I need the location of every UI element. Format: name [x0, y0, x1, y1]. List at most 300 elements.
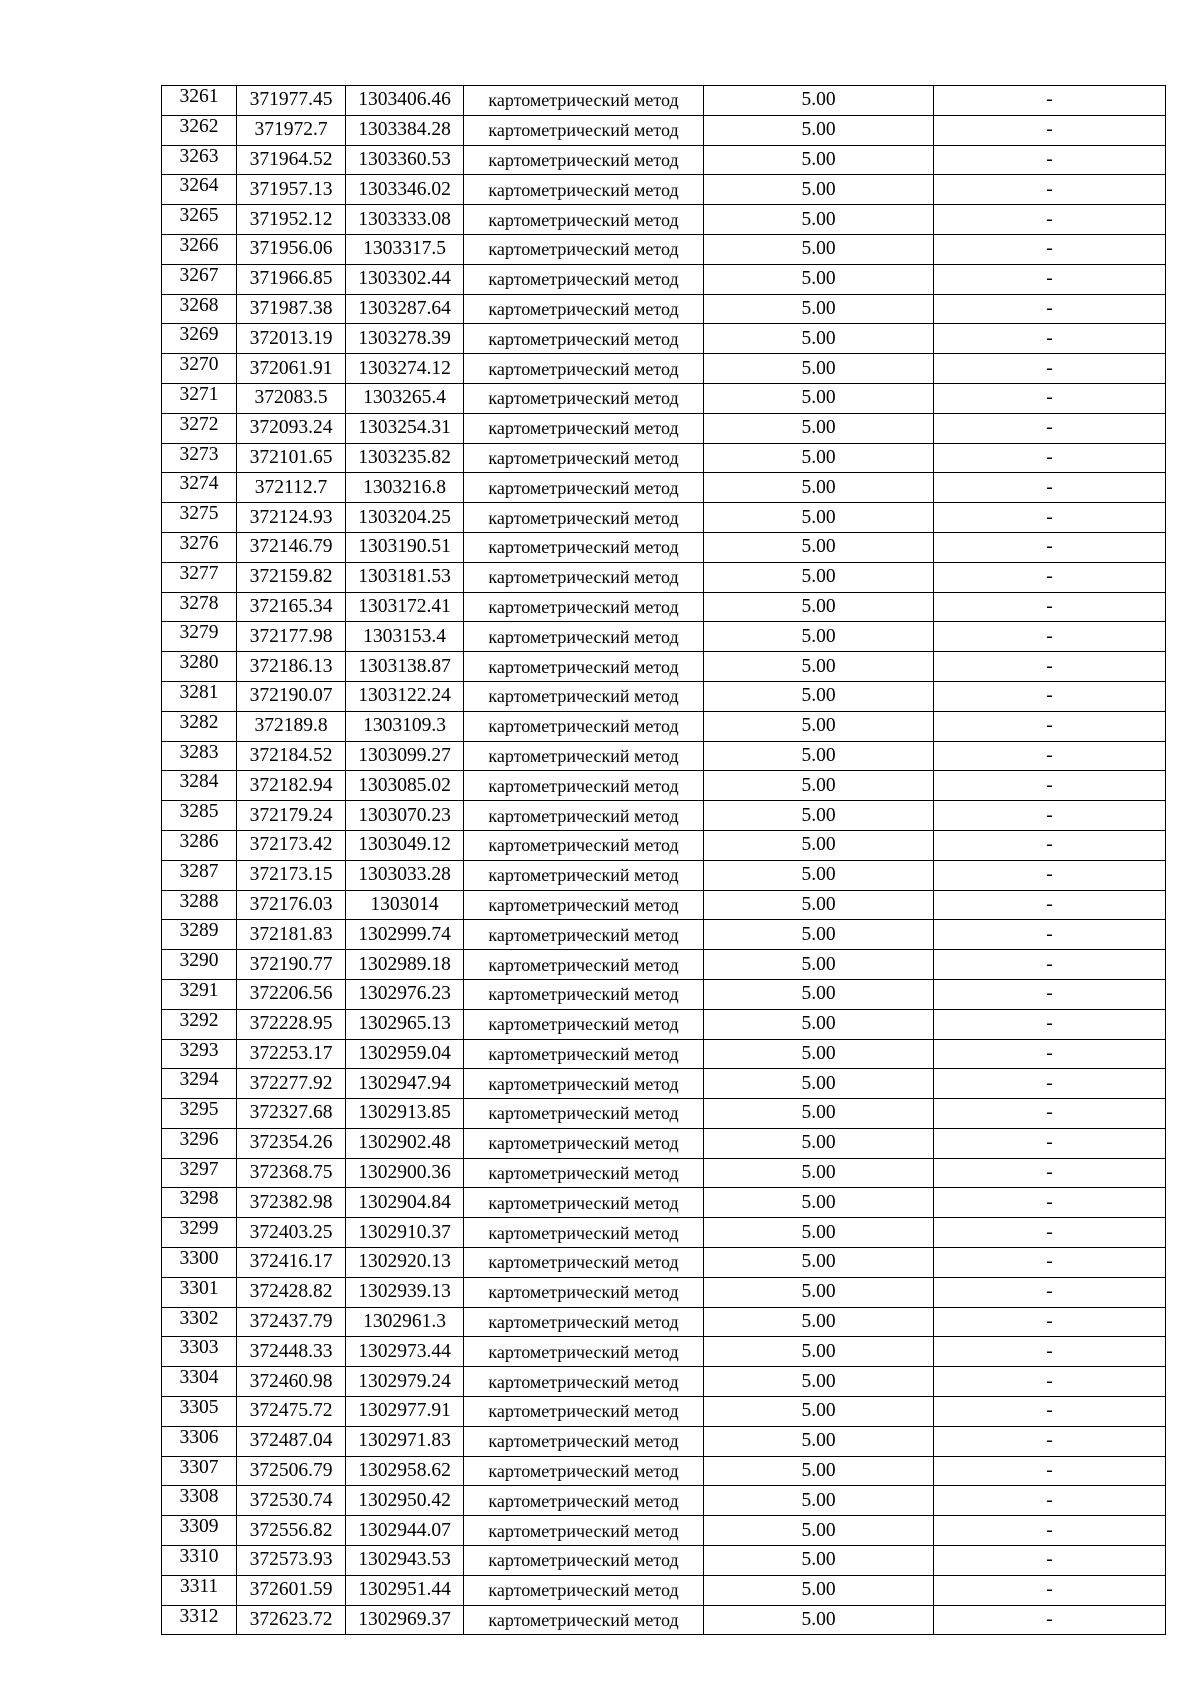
method-cell: картометрический метод [464, 741, 704, 771]
method-cell: картометрический метод [464, 1277, 704, 1307]
table-row [162, 413, 1166, 443]
note-cell: - [934, 950, 1166, 980]
y-coordinate-cell: 1303317.5 [346, 234, 464, 264]
accuracy-cell: 5.00 [704, 503, 934, 533]
y-coordinate-cell: 1302959.04 [346, 1039, 464, 1069]
accuracy-cell: 5.00 [704, 1128, 934, 1158]
y-coordinate-cell: 1303153.4 [346, 622, 464, 652]
y-coordinate-cell: 1302976.23 [346, 979, 464, 1009]
x-coordinate-cell: 372327.68 [237, 1099, 346, 1129]
method-cell: картометрический метод [464, 175, 704, 205]
accuracy-cell: 5.00 [704, 562, 934, 592]
point-number-cell: 3261 [162, 86, 237, 116]
y-coordinate-cell: 1303216.8 [346, 473, 464, 503]
x-coordinate-cell: 372093.24 [237, 413, 346, 443]
x-coordinate-cell: 372165.34 [237, 592, 346, 622]
y-coordinate-cell: 1303138.87 [346, 652, 464, 682]
x-coordinate-cell: 372228.95 [237, 1009, 346, 1039]
accuracy-cell: 5.00 [704, 741, 934, 771]
y-coordinate-cell: 1302950.42 [346, 1486, 464, 1516]
note-cell: - [934, 1397, 1166, 1427]
y-coordinate-cell: 1302951.44 [346, 1575, 464, 1605]
note-cell: - [934, 920, 1166, 950]
x-coordinate-cell: 372061.91 [237, 354, 346, 384]
x-coordinate-cell: 372186.13 [237, 652, 346, 682]
table-row [162, 1426, 1166, 1456]
point-number-cell: 3299 [162, 1218, 237, 1248]
note-cell: - [934, 1367, 1166, 1397]
method-cell: картометрический метод [464, 1367, 704, 1397]
x-coordinate-cell: 372112.7 [237, 473, 346, 503]
accuracy-cell: 5.00 [704, 890, 934, 920]
table-row [162, 1307, 1166, 1337]
note-cell: - [934, 562, 1166, 592]
note-cell: - [934, 1248, 1166, 1278]
method-cell: картометрический метод [464, 681, 704, 711]
point-number-cell: 3293 [162, 1039, 237, 1069]
x-coordinate-cell: 372437.79 [237, 1307, 346, 1337]
method-cell: картометрический метод [464, 801, 704, 831]
note-cell: - [934, 1575, 1166, 1605]
method-cell: картометрический метод [464, 1456, 704, 1486]
x-coordinate-cell: 372101.65 [237, 443, 346, 473]
accuracy-cell: 5.00 [704, 950, 934, 980]
x-coordinate-cell: 371972.7 [237, 115, 346, 145]
x-coordinate-cell: 372181.83 [237, 920, 346, 950]
table-row [162, 1486, 1166, 1516]
y-coordinate-cell: 1302973.44 [346, 1337, 464, 1367]
point-number-cell: 3312 [162, 1605, 237, 1635]
method-cell: картометрический метод [464, 1575, 704, 1605]
accuracy-cell: 5.00 [704, 1575, 934, 1605]
note-cell: - [934, 145, 1166, 175]
point-number-cell: 3274 [162, 473, 237, 503]
table-row [162, 1188, 1166, 1218]
method-cell: картометрический метод [464, 1486, 704, 1516]
point-number-cell: 3265 [162, 205, 237, 235]
y-coordinate-cell: 1302910.37 [346, 1218, 464, 1248]
table-row [162, 503, 1166, 533]
method-cell: картометрический метод [464, 1218, 704, 1248]
y-coordinate-cell: 1302900.36 [346, 1158, 464, 1188]
x-coordinate-cell: 372623.72 [237, 1605, 346, 1635]
note-cell: - [934, 1128, 1166, 1158]
note-cell: - [934, 622, 1166, 652]
point-number-cell: 3301 [162, 1277, 237, 1307]
x-coordinate-cell: 372190.07 [237, 681, 346, 711]
table-row [162, 771, 1166, 801]
accuracy-cell: 5.00 [704, 860, 934, 890]
accuracy-cell: 5.00 [704, 1337, 934, 1367]
note-cell: - [934, 1158, 1166, 1188]
x-coordinate-cell: 371952.12 [237, 205, 346, 235]
y-coordinate-cell: 1302939.13 [346, 1277, 464, 1307]
table-row [162, 890, 1166, 920]
y-coordinate-cell: 1302961.3 [346, 1307, 464, 1337]
method-cell: картометрический метод [464, 205, 704, 235]
accuracy-cell: 5.00 [704, 711, 934, 741]
point-number-cell: 3267 [162, 264, 237, 294]
x-coordinate-cell: 372475.72 [237, 1397, 346, 1427]
accuracy-cell: 5.00 [704, 1188, 934, 1218]
method-cell: картометрический метод [464, 1426, 704, 1456]
note-cell: - [934, 234, 1166, 264]
accuracy-cell: 5.00 [704, 234, 934, 264]
y-coordinate-cell: 1303302.44 [346, 264, 464, 294]
table-row [162, 1575, 1166, 1605]
table-row [162, 681, 1166, 711]
method-cell: картометрический метод [464, 622, 704, 652]
note-cell: - [934, 294, 1166, 324]
accuracy-cell: 5.00 [704, 1486, 934, 1516]
x-coordinate-cell: 371987.38 [237, 294, 346, 324]
table-row [162, 1337, 1166, 1367]
accuracy-cell: 5.00 [704, 86, 934, 116]
method-cell: картометрический метод [464, 950, 704, 980]
accuracy-cell: 5.00 [704, 1397, 934, 1427]
table-row [162, 741, 1166, 771]
point-number-cell: 3271 [162, 383, 237, 413]
accuracy-cell: 5.00 [704, 1218, 934, 1248]
note-cell: - [934, 1486, 1166, 1516]
point-number-cell: 3290 [162, 950, 237, 980]
note-cell: - [934, 443, 1166, 473]
y-coordinate-cell: 1303346.02 [346, 175, 464, 205]
table-row [162, 473, 1166, 503]
x-coordinate-cell: 372146.79 [237, 532, 346, 562]
point-number-cell: 3308 [162, 1486, 237, 1516]
point-number-cell: 3305 [162, 1397, 237, 1427]
point-number-cell: 3285 [162, 801, 237, 831]
accuracy-cell: 5.00 [704, 830, 934, 860]
accuracy-cell: 5.00 [704, 1367, 934, 1397]
x-coordinate-cell: 371957.13 [237, 175, 346, 205]
x-coordinate-cell: 372184.52 [237, 741, 346, 771]
accuracy-cell: 5.00 [704, 383, 934, 413]
y-coordinate-cell: 1303384.28 [346, 115, 464, 145]
table-row [162, 1039, 1166, 1069]
note-cell: - [934, 860, 1166, 890]
accuracy-cell: 5.00 [704, 264, 934, 294]
table-row [162, 1009, 1166, 1039]
x-coordinate-cell: 372277.92 [237, 1069, 346, 1099]
method-cell: картометрический метод [464, 1069, 704, 1099]
note-cell: - [934, 205, 1166, 235]
x-coordinate-cell: 372177.98 [237, 622, 346, 652]
y-coordinate-cell: 1302904.84 [346, 1188, 464, 1218]
note-cell: - [934, 771, 1166, 801]
table-row [162, 860, 1166, 890]
y-coordinate-cell: 1302902.48 [346, 1128, 464, 1158]
method-cell: картометрический метод [464, 1099, 704, 1129]
table-row [162, 1128, 1166, 1158]
x-coordinate-cell: 372173.42 [237, 830, 346, 860]
accuracy-cell: 5.00 [704, 1516, 934, 1546]
y-coordinate-cell: 1302965.13 [346, 1009, 464, 1039]
y-coordinate-cell: 1303265.4 [346, 383, 464, 413]
x-coordinate-cell: 372176.03 [237, 890, 346, 920]
note-cell: - [934, 1426, 1166, 1456]
x-coordinate-cell: 372530.74 [237, 1486, 346, 1516]
accuracy-cell: 5.00 [704, 1546, 934, 1576]
method-cell: картометрический метод [464, 264, 704, 294]
accuracy-cell: 5.00 [704, 413, 934, 443]
method-cell: картометрический метод [464, 503, 704, 533]
point-number-cell: 3273 [162, 443, 237, 473]
coordinates-table [161, 85, 1166, 1635]
note-cell: - [934, 324, 1166, 354]
table-row [162, 1605, 1166, 1635]
note-cell: - [934, 1188, 1166, 1218]
method-cell: картометрический метод [464, 86, 704, 116]
y-coordinate-cell: 1302944.07 [346, 1516, 464, 1546]
y-coordinate-cell: 1303406.46 [346, 86, 464, 116]
accuracy-cell: 5.00 [704, 205, 934, 235]
accuracy-cell: 5.00 [704, 1426, 934, 1456]
method-cell: картометрический метод [464, 1307, 704, 1337]
x-coordinate-cell: 372573.93 [237, 1546, 346, 1576]
x-coordinate-cell: 372124.93 [237, 503, 346, 533]
accuracy-cell: 5.00 [704, 592, 934, 622]
accuracy-cell: 5.00 [704, 681, 934, 711]
note-cell: - [934, 1516, 1166, 1546]
coordinates-table-body [162, 86, 1166, 1635]
y-coordinate-cell: 1303049.12 [346, 830, 464, 860]
table-row [162, 532, 1166, 562]
note-cell: - [934, 890, 1166, 920]
note-cell: - [934, 801, 1166, 831]
point-number-cell: 3297 [162, 1158, 237, 1188]
x-coordinate-cell: 372556.82 [237, 1516, 346, 1546]
accuracy-cell: 5.00 [704, 354, 934, 384]
accuracy-cell: 5.00 [704, 473, 934, 503]
table-row [162, 950, 1166, 980]
y-coordinate-cell: 1302971.83 [346, 1426, 464, 1456]
table-row [162, 1516, 1166, 1546]
accuracy-cell: 5.00 [704, 1158, 934, 1188]
note-cell: - [934, 175, 1166, 205]
x-coordinate-cell: 371977.45 [237, 86, 346, 116]
method-cell: картометрический метод [464, 592, 704, 622]
x-coordinate-cell: 372159.82 [237, 562, 346, 592]
y-coordinate-cell: 1303033.28 [346, 860, 464, 890]
note-cell: - [934, 592, 1166, 622]
accuracy-cell: 5.00 [704, 294, 934, 324]
table-row [162, 234, 1166, 264]
x-coordinate-cell: 372428.82 [237, 1277, 346, 1307]
note-cell: - [934, 86, 1166, 116]
table-row [162, 443, 1166, 473]
y-coordinate-cell: 1302977.91 [346, 1397, 464, 1427]
table-row [162, 324, 1166, 354]
note-cell: - [934, 413, 1166, 443]
x-coordinate-cell: 372368.75 [237, 1158, 346, 1188]
table-row [162, 264, 1166, 294]
method-cell: картометрический метод [464, 234, 704, 264]
table-row [162, 920, 1166, 950]
accuracy-cell: 5.00 [704, 1099, 934, 1129]
method-cell: картометрический метод [464, 115, 704, 145]
y-coordinate-cell: 1302958.62 [346, 1456, 464, 1486]
method-cell: картометрический метод [464, 890, 704, 920]
point-number-cell: 3311 [162, 1575, 237, 1605]
method-cell: картометрический метод [464, 443, 704, 473]
point-number-cell: 3292 [162, 1009, 237, 1039]
table-row [162, 1099, 1166, 1129]
point-number-cell: 3287 [162, 860, 237, 890]
point-number-cell: 3284 [162, 771, 237, 801]
y-coordinate-cell: 1303254.31 [346, 413, 464, 443]
note-cell: - [934, 1307, 1166, 1337]
accuracy-cell: 5.00 [704, 1069, 934, 1099]
point-number-cell: 3300 [162, 1248, 237, 1278]
accuracy-cell: 5.00 [704, 1039, 934, 1069]
method-cell: картометрический метод [464, 413, 704, 443]
table-row [162, 711, 1166, 741]
method-cell: картометрический метод [464, 979, 704, 1009]
method-cell: картометрический метод [464, 1337, 704, 1367]
method-cell: картометрический метод [464, 294, 704, 324]
note-cell: - [934, 1009, 1166, 1039]
point-number-cell: 3309 [162, 1516, 237, 1546]
accuracy-cell: 5.00 [704, 532, 934, 562]
method-cell: картометрический метод [464, 1516, 704, 1546]
point-number-cell: 3288 [162, 890, 237, 920]
table-row [162, 294, 1166, 324]
y-coordinate-cell: 1303122.24 [346, 681, 464, 711]
note-cell: - [934, 1605, 1166, 1635]
table-row [162, 86, 1166, 116]
accuracy-cell: 5.00 [704, 115, 934, 145]
accuracy-cell: 5.00 [704, 443, 934, 473]
table-row [162, 1218, 1166, 1248]
method-cell: картометрический метод [464, 1009, 704, 1039]
method-cell: картометрический метод [464, 1546, 704, 1576]
x-coordinate-cell: 372189.8 [237, 711, 346, 741]
accuracy-cell: 5.00 [704, 920, 934, 950]
y-coordinate-cell: 1302999.74 [346, 920, 464, 950]
table-row [162, 830, 1166, 860]
x-coordinate-cell: 372083.5 [237, 383, 346, 413]
method-cell: картометрический метод [464, 532, 704, 562]
table-row [162, 383, 1166, 413]
accuracy-cell: 5.00 [704, 1605, 934, 1635]
x-coordinate-cell: 372601.59 [237, 1575, 346, 1605]
note-cell: - [934, 711, 1166, 741]
x-coordinate-cell: 372206.56 [237, 979, 346, 1009]
method-cell: картометрический метод [464, 860, 704, 890]
table-row [162, 115, 1166, 145]
method-cell: картометрический метод [464, 1605, 704, 1635]
note-cell: - [934, 473, 1166, 503]
table-row [162, 979, 1166, 1009]
table-row [162, 354, 1166, 384]
note-cell: - [934, 1277, 1166, 1307]
note-cell: - [934, 1456, 1166, 1486]
point-number-cell: 3306 [162, 1426, 237, 1456]
x-coordinate-cell: 372403.25 [237, 1218, 346, 1248]
note-cell: - [934, 115, 1166, 145]
point-number-cell: 3263 [162, 145, 237, 175]
table-row [162, 1546, 1166, 1576]
method-cell: картометрический метод [464, 1128, 704, 1158]
table-row [162, 1248, 1166, 1278]
point-number-cell: 3298 [162, 1188, 237, 1218]
method-cell: картометрический метод [464, 1039, 704, 1069]
point-number-cell: 3283 [162, 741, 237, 771]
table-row [162, 1158, 1166, 1188]
table-row [162, 205, 1166, 235]
point-number-cell: 3275 [162, 503, 237, 533]
y-coordinate-cell: 1302920.13 [346, 1248, 464, 1278]
method-cell: картометрический метод [464, 711, 704, 741]
point-number-cell: 3295 [162, 1099, 237, 1129]
method-cell: картометрический метод [464, 1158, 704, 1188]
accuracy-cell: 5.00 [704, 652, 934, 682]
y-coordinate-cell: 1303204.25 [346, 503, 464, 533]
y-coordinate-cell: 1303070.23 [346, 801, 464, 831]
table-row [162, 1277, 1166, 1307]
y-coordinate-cell: 1303287.64 [346, 294, 464, 324]
point-number-cell: 3310 [162, 1546, 237, 1576]
note-cell: - [934, 532, 1166, 562]
x-coordinate-cell: 371956.06 [237, 234, 346, 264]
point-number-cell: 3296 [162, 1128, 237, 1158]
accuracy-cell: 5.00 [704, 979, 934, 1009]
note-cell: - [934, 979, 1166, 1009]
point-number-cell: 3277 [162, 562, 237, 592]
point-number-cell: 3272 [162, 413, 237, 443]
y-coordinate-cell: 1303274.12 [346, 354, 464, 384]
y-coordinate-cell: 1303014 [346, 890, 464, 920]
accuracy-cell: 5.00 [704, 622, 934, 652]
method-cell: картометрический метод [464, 920, 704, 950]
note-cell: - [934, 503, 1166, 533]
point-number-cell: 3304 [162, 1367, 237, 1397]
note-cell: - [934, 1099, 1166, 1129]
method-cell: картометрический метод [464, 145, 704, 175]
point-number-cell: 3289 [162, 920, 237, 950]
note-cell: - [934, 1069, 1166, 1099]
accuracy-cell: 5.00 [704, 1456, 934, 1486]
note-cell: - [934, 264, 1166, 294]
note-cell: - [934, 652, 1166, 682]
x-coordinate-cell: 371964.52 [237, 145, 346, 175]
table-row [162, 1456, 1166, 1486]
point-number-cell: 3264 [162, 175, 237, 205]
table-row [162, 175, 1166, 205]
point-number-cell: 3281 [162, 681, 237, 711]
accuracy-cell: 5.00 [704, 1248, 934, 1278]
x-coordinate-cell: 372013.19 [237, 324, 346, 354]
accuracy-cell: 5.00 [704, 1307, 934, 1337]
y-coordinate-cell: 1302913.85 [346, 1099, 464, 1129]
x-coordinate-cell: 371966.85 [237, 264, 346, 294]
point-number-cell: 3278 [162, 592, 237, 622]
point-number-cell: 3291 [162, 979, 237, 1009]
y-coordinate-cell: 1303172.41 [346, 592, 464, 622]
method-cell: картометрический метод [464, 830, 704, 860]
point-number-cell: 3279 [162, 622, 237, 652]
point-number-cell: 3270 [162, 354, 237, 384]
accuracy-cell: 5.00 [704, 1277, 934, 1307]
method-cell: картометрический метод [464, 771, 704, 801]
y-coordinate-cell: 1302989.18 [346, 950, 464, 980]
note-cell: - [934, 354, 1166, 384]
table-row [162, 592, 1166, 622]
accuracy-cell: 5.00 [704, 771, 934, 801]
accuracy-cell: 5.00 [704, 175, 934, 205]
